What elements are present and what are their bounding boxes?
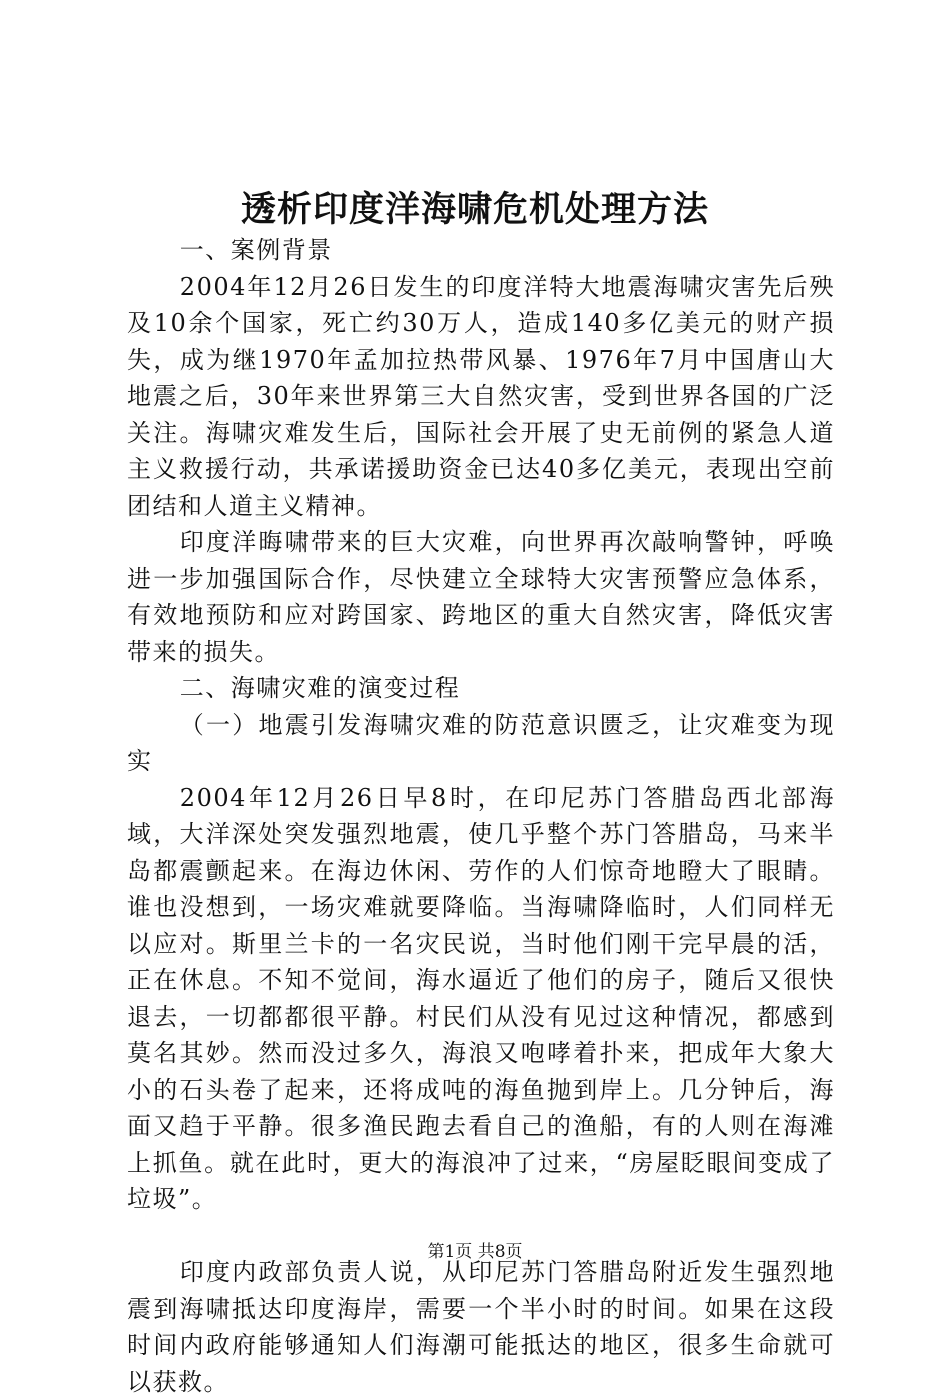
- document-body: [127, 232, 835, 1400]
- page-indicator: 第1页 共8页: [427, 1242, 523, 1262]
- subsection-heading-awareness: （一）地震引发海啸灾难的防范意识匮乏，让灾难变为现实: [127, 710, 835, 775]
- section-heading-evolution: 二、海啸灾难的演变过程: [179, 674, 461, 702]
- paragraph-earthquake-narrative: 2004年12月26日早8时，在印尼苏门答腊岛西北部海域，大洋深处突发强烈地震，使几乎整个苏门答腊岛，马来半岛都震颤起来。在海边休闲、劳作的人们惊奇地瞪大了眼睛。谁也没想到，一场灾难就要降临。当海啸降临时，人们同样无以应对。斯里兰卡的一名灾民说，当时他们刚干完早晨的活，正在休息。不知不觉间，海水逼近了他们的房子，随后又很快退去，一切都都很平静。村民们从没有见过这种情况，都感到莫名其妙。然而没过多久，海浪又咆哮着扑来，把成年大象大小的石头卷了起来，还将成吨的海鱼抛到岸上。几分钟后，海面又趋于平静。很多渔民跑去看自己的渔船，有的人则在海滩上抓鱼。就在此时，更大的海浪冲了过来，“房屋眨眼间变成了垃圾”。: [127, 783, 835, 1213]
- paragraph-background: 2004年12月26日发生的印度洋特大地震海啸灾害先后殃及10余个国家，死亡约30万人，造成140多亿美元的财产损失，成为继1970年孟加拉热带风暴、1976年7月中国唐山大地震之后，30年来世界第三大自然灾害，受到世界各国的广泛关注。海啸灾难发生后，国际社会开展了史无前例的紧急人道主义救援行动，共承诺援助资金已达40多亿美元，表现出空前团结和人道主义精神。: [127, 272, 835, 520]
- section-heading-case-background: 一、案例背景: [179, 236, 333, 264]
- paragraph-india-official: 印度内政部负责人说，从印尼苏门答腊岛附近发生强烈地震到海啸抵达印度海岸，需要一个半小时的时间。如果在这段时间内政府能够通知人们海潮可能抵达的地区，很多生命就可以获救。: [127, 1258, 835, 1396]
- paragraph-warning: 印度洋晦啸带来的巨大灾难，向世界再次敲响警钟，呼唤进一步加强国际合作，尽快建立全球特大灾害预警应急体系，有效地预防和应对跨国家、跨地区的重大自然灾害，降低灾害带来的损失。: [127, 528, 835, 666]
- document-title: 透析印度洋海啸危机处理方法: [240, 189, 709, 230]
